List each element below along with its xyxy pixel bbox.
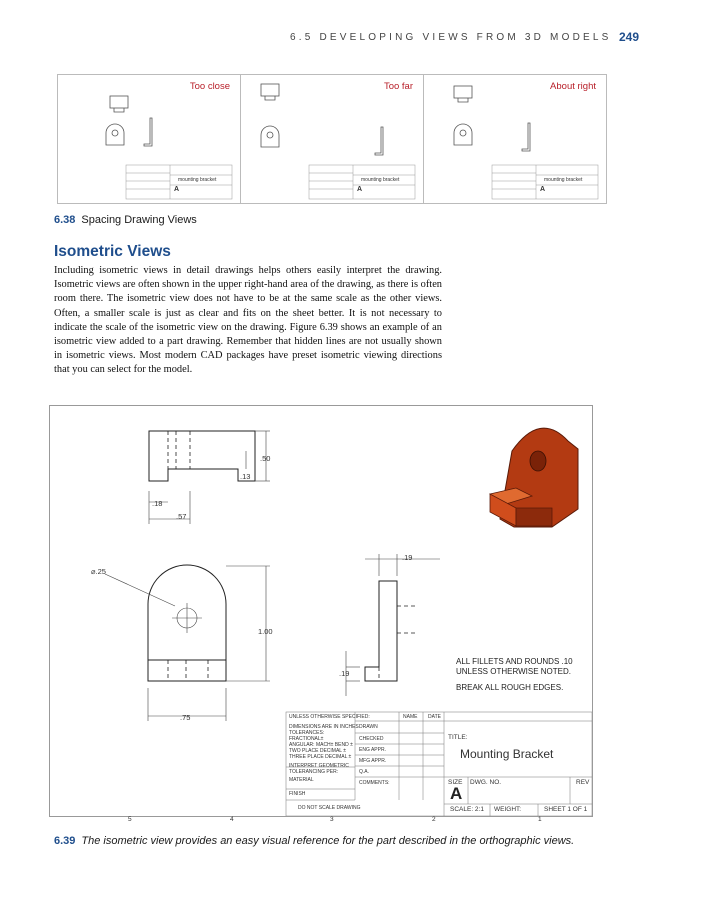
isometric-view bbox=[490, 428, 578, 527]
dimension: .19 bbox=[339, 669, 350, 678]
figure-number: 6.39 bbox=[54, 835, 76, 847]
tb-material: MATERIAL bbox=[289, 777, 314, 783]
tb-mfg-appr: MFG APPR. bbox=[359, 758, 387, 764]
tb-interpret: INTERPRET GEOMETRIC bbox=[289, 763, 349, 769]
drawing-note: UNLESS OTHERWISE NOTED. bbox=[456, 667, 571, 676]
tb-tolerances: TOLERANCES: bbox=[289, 730, 325, 736]
thumbnail-too-far bbox=[240, 74, 424, 204]
tb-three-place: THREE PLACE DECIMAL ± bbox=[289, 754, 352, 760]
body-paragraph: Including isometric views in detail drawings helps others easily interpret the drawing. Isometric views are often shown in the upper right-hand area of the drawing, as there is often room there. The isometric view does not have to be at the same scale as the other views. Often, a smaller scale is just as clear and fits on the sheet better. It is not necessary to indicate the scale of the isometric view on the drawing. Figure 6.39 shows an example of an isometric view added to a part drawing. Remember that hidden lines are not usually shown in isometric views. Most modern CAD packages have preset isometric viewing directions that you can select for the model. bbox=[54, 265, 442, 376]
thumbnail-label: About right bbox=[550, 81, 596, 92]
tb-comments: COMMENTS: bbox=[359, 780, 390, 786]
drawing-note: ALL FILLETS AND ROUNDS .10 bbox=[456, 657, 573, 666]
tb-weight: WEIGHT: bbox=[494, 806, 522, 813]
figure-number: 6.38 bbox=[54, 214, 76, 226]
tb-size: A bbox=[450, 784, 463, 803]
engineering-drawing bbox=[49, 405, 593, 817]
tb-checked: CHECKED bbox=[359, 736, 384, 742]
thumbnail-title: mounting bracket bbox=[544, 177, 583, 183]
dimension: .75 bbox=[180, 713, 191, 722]
thumbnail-size: A bbox=[174, 186, 180, 193]
thumbnail-label: Too far bbox=[383, 81, 413, 92]
drawing-title: Mounting Bracket bbox=[460, 747, 554, 761]
tb-eng-appr: ENG APPR. bbox=[359, 747, 386, 753]
thumbnail-title: mounting bracket bbox=[178, 177, 217, 183]
thumbnail-size: A bbox=[357, 186, 363, 193]
tb-finish: FINISH bbox=[289, 791, 306, 797]
figure-caption-text: The isometric view provides an easy visual reference for the part described in the orthographic views. bbox=[81, 835, 575, 847]
tb-size-label: SIZE bbox=[448, 779, 463, 786]
tb-sheet: SHEET 1 OF 1 bbox=[544, 806, 588, 813]
thumbnail-too-close bbox=[57, 74, 241, 204]
dimension: ⌀.25 bbox=[91, 567, 106, 576]
thumbnail-label: Too close bbox=[189, 81, 230, 92]
figure-caption bbox=[54, 835, 574, 847]
thumbnail-about-right bbox=[423, 74, 607, 204]
dimension: 1.00 bbox=[258, 627, 273, 636]
dimension: .19 bbox=[402, 553, 413, 562]
dimension: .50 bbox=[260, 454, 271, 463]
tb-two-place: TWO PLACE DECIMAL ± bbox=[289, 748, 347, 754]
page-number: 249 bbox=[619, 30, 640, 44]
running-head: 6.5 DEVELOPING VIEWS FROM 3D MODELS bbox=[290, 32, 612, 43]
tb-qa: Q.A. bbox=[359, 769, 370, 775]
dimension: .18 bbox=[152, 499, 163, 508]
zone-label: 1 bbox=[538, 816, 542, 823]
figure-caption bbox=[54, 214, 197, 226]
tb-dwg-no-label: DWG. NO. bbox=[470, 779, 502, 786]
tb-unless: UNLESS OTHERWISE SPECIFIED: bbox=[289, 714, 370, 720]
tb-tolerancing: TOLERANCING PER: bbox=[289, 769, 339, 775]
tb-date: DATE bbox=[428, 714, 441, 720]
tb-angular: ANGULAR: MACH± BEND ± bbox=[289, 742, 353, 748]
tb-rev-label: REV bbox=[576, 779, 590, 786]
figure-caption-text: Spacing Drawing Views bbox=[81, 214, 197, 226]
tb-name: NAME bbox=[403, 714, 418, 720]
section-heading: Isometric Views bbox=[54, 243, 171, 260]
tb-drawn: DRAWN bbox=[359, 724, 378, 730]
thumbnail-drawing bbox=[241, 75, 423, 203]
zone-label: 3 bbox=[330, 816, 334, 823]
thumbnail-title: mounting bracket bbox=[361, 177, 400, 183]
tb-title-label: TITLE: bbox=[448, 734, 468, 741]
thumbnail-drawing bbox=[424, 75, 606, 203]
thumbnail-drawing bbox=[58, 75, 240, 203]
tb-scale: SCALE: 2:1 bbox=[450, 806, 484, 813]
zone-label: 5 bbox=[128, 816, 132, 823]
tb-fractional: FRACTIONAL± bbox=[289, 736, 324, 742]
dimension: .57 bbox=[176, 512, 187, 521]
dimension: .13 bbox=[240, 472, 251, 481]
tb-dims-in: DIMENSIONS ARE IN INCHES bbox=[289, 724, 359, 730]
thumbnail-size: A bbox=[540, 186, 546, 193]
zone-label: 4 bbox=[230, 816, 234, 823]
tb-do-not-scale: DO NOT SCALE DRAWING bbox=[298, 805, 361, 811]
zone-label: 2 bbox=[432, 816, 436, 823]
drawing-note: BREAK ALL ROUGH EDGES. bbox=[456, 683, 564, 692]
